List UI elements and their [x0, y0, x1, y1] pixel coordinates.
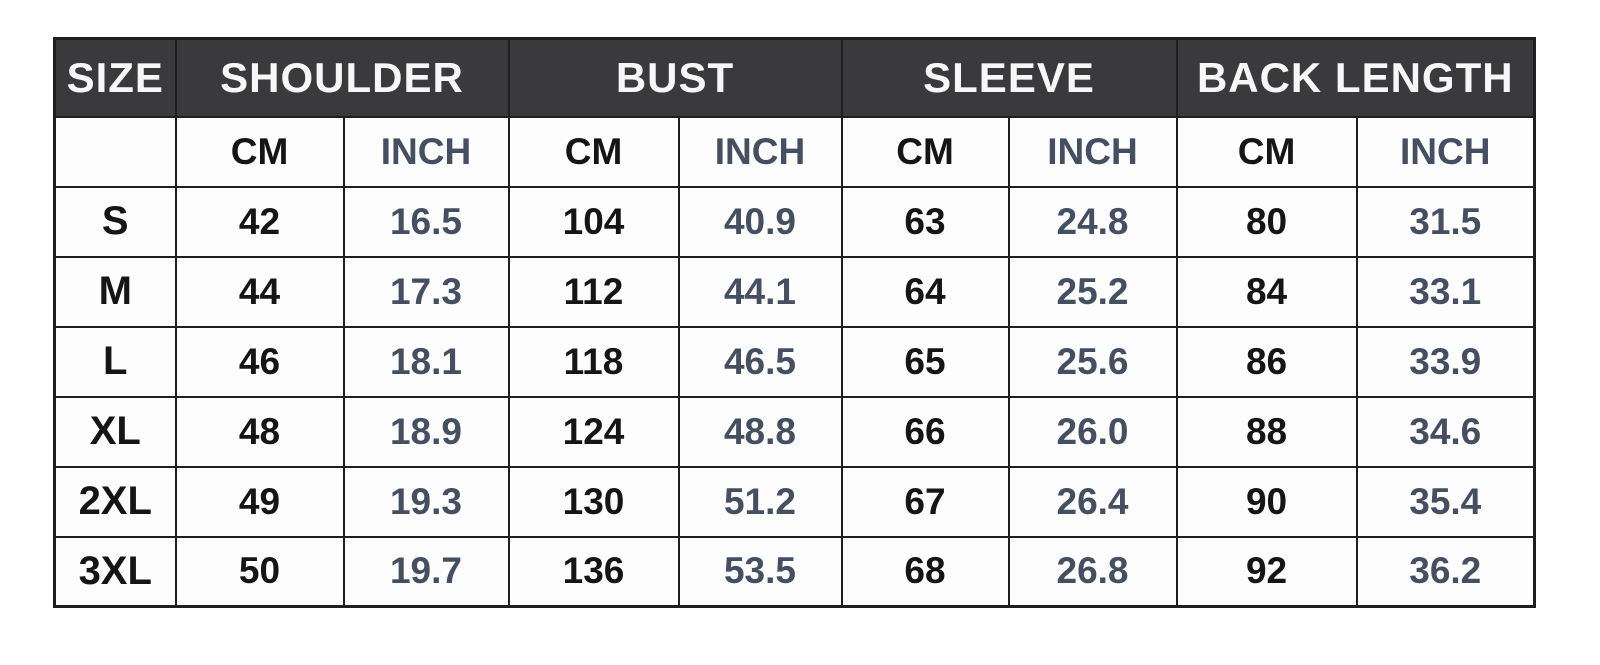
measurement-value: 46: [176, 327, 344, 397]
measurement-value: 25.2: [1009, 257, 1177, 327]
size-row-m: [55, 257, 1535, 327]
measurement-value: 48: [176, 397, 344, 467]
measurement-value: 65: [842, 327, 1009, 397]
measurement-value: 34.6: [1357, 397, 1535, 467]
measurement-value: 64: [842, 257, 1009, 327]
size-label: 3XL: [55, 537, 176, 607]
unit-header-inch: INCH: [1357, 117, 1535, 187]
measurement-value: 26.0: [1009, 397, 1177, 467]
measurement-value: 19.3: [344, 467, 509, 537]
measurement-value: 35.4: [1357, 467, 1535, 537]
unit-header-inch: INCH: [344, 117, 509, 187]
measurement-value: 31.5: [1357, 187, 1535, 257]
column-header-back-length: BACK LENGTH: [1177, 39, 1535, 117]
table-unit-row: [55, 117, 1535, 187]
size-label: S: [55, 187, 176, 257]
size-label: M: [55, 257, 176, 327]
size-row-s: [55, 187, 1535, 257]
table-header-row: [55, 39, 1535, 117]
measurement-value: 104: [509, 187, 679, 257]
column-header-sleeve: SLEEVE: [842, 39, 1177, 117]
measurement-value: 18.1: [344, 327, 509, 397]
size-chart-table: [53, 37, 1536, 608]
size-label: 2XL: [55, 467, 176, 537]
measurement-value: 16.5: [344, 187, 509, 257]
measurement-value: 36.2: [1357, 537, 1535, 607]
measurement-value: 67: [842, 467, 1009, 537]
unit-header-cm: CM: [1177, 117, 1357, 187]
measurement-value: 33.9: [1357, 327, 1535, 397]
measurement-value: 17.3: [344, 257, 509, 327]
measurement-value: 63: [842, 187, 1009, 257]
unit-header-cm: CM: [509, 117, 679, 187]
measurement-value: 118: [509, 327, 679, 397]
measurement-value: 51.2: [679, 467, 842, 537]
measurement-value: 124: [509, 397, 679, 467]
measurement-value: 18.9: [344, 397, 509, 467]
measurement-value: 84: [1177, 257, 1357, 327]
measurement-value: 46.5: [679, 327, 842, 397]
measurement-value: 68: [842, 537, 1009, 607]
measurement-value: 90: [1177, 467, 1357, 537]
column-header-shoulder: SHOULDER: [176, 39, 509, 117]
measurement-value: 112: [509, 257, 679, 327]
size-row-3xl: [55, 537, 1535, 607]
measurement-value: 44: [176, 257, 344, 327]
measurement-value: 49: [176, 467, 344, 537]
unit-header-cm: CM: [842, 117, 1009, 187]
measurement-value: 136: [509, 537, 679, 607]
measurement-value: 86: [1177, 327, 1357, 397]
measurement-value: 33.1: [1357, 257, 1535, 327]
unit-header-inch: INCH: [679, 117, 842, 187]
measurement-value: 40.9: [679, 187, 842, 257]
measurement-value: 42: [176, 187, 344, 257]
column-header-bust: BUST: [509, 39, 842, 117]
size-label: L: [55, 327, 176, 397]
unit-header-inch: INCH: [1009, 117, 1177, 187]
measurement-value: 26.4: [1009, 467, 1177, 537]
column-header-size: SIZE: [55, 39, 176, 117]
measurement-value: 88: [1177, 397, 1357, 467]
measurement-value: 24.8: [1009, 187, 1177, 257]
unit-cell-empty: [55, 117, 176, 187]
measurement-value: 26.8: [1009, 537, 1177, 607]
measurement-value: 53.5: [679, 537, 842, 607]
measurement-value: 25.6: [1009, 327, 1177, 397]
measurement-value: 50: [176, 537, 344, 607]
size-row-2xl: [55, 467, 1535, 537]
measurement-value: 130: [509, 467, 679, 537]
size-row-xl: [55, 397, 1535, 467]
size-row-l: [55, 327, 1535, 397]
measurement-value: 80: [1177, 187, 1357, 257]
measurement-value: 48.8: [679, 397, 842, 467]
measurement-value: 66: [842, 397, 1009, 467]
measurement-value: 92: [1177, 537, 1357, 607]
unit-header-cm: CM: [176, 117, 344, 187]
measurement-value: 19.7: [344, 537, 509, 607]
size-label: XL: [55, 397, 176, 467]
measurement-value: 44.1: [679, 257, 842, 327]
